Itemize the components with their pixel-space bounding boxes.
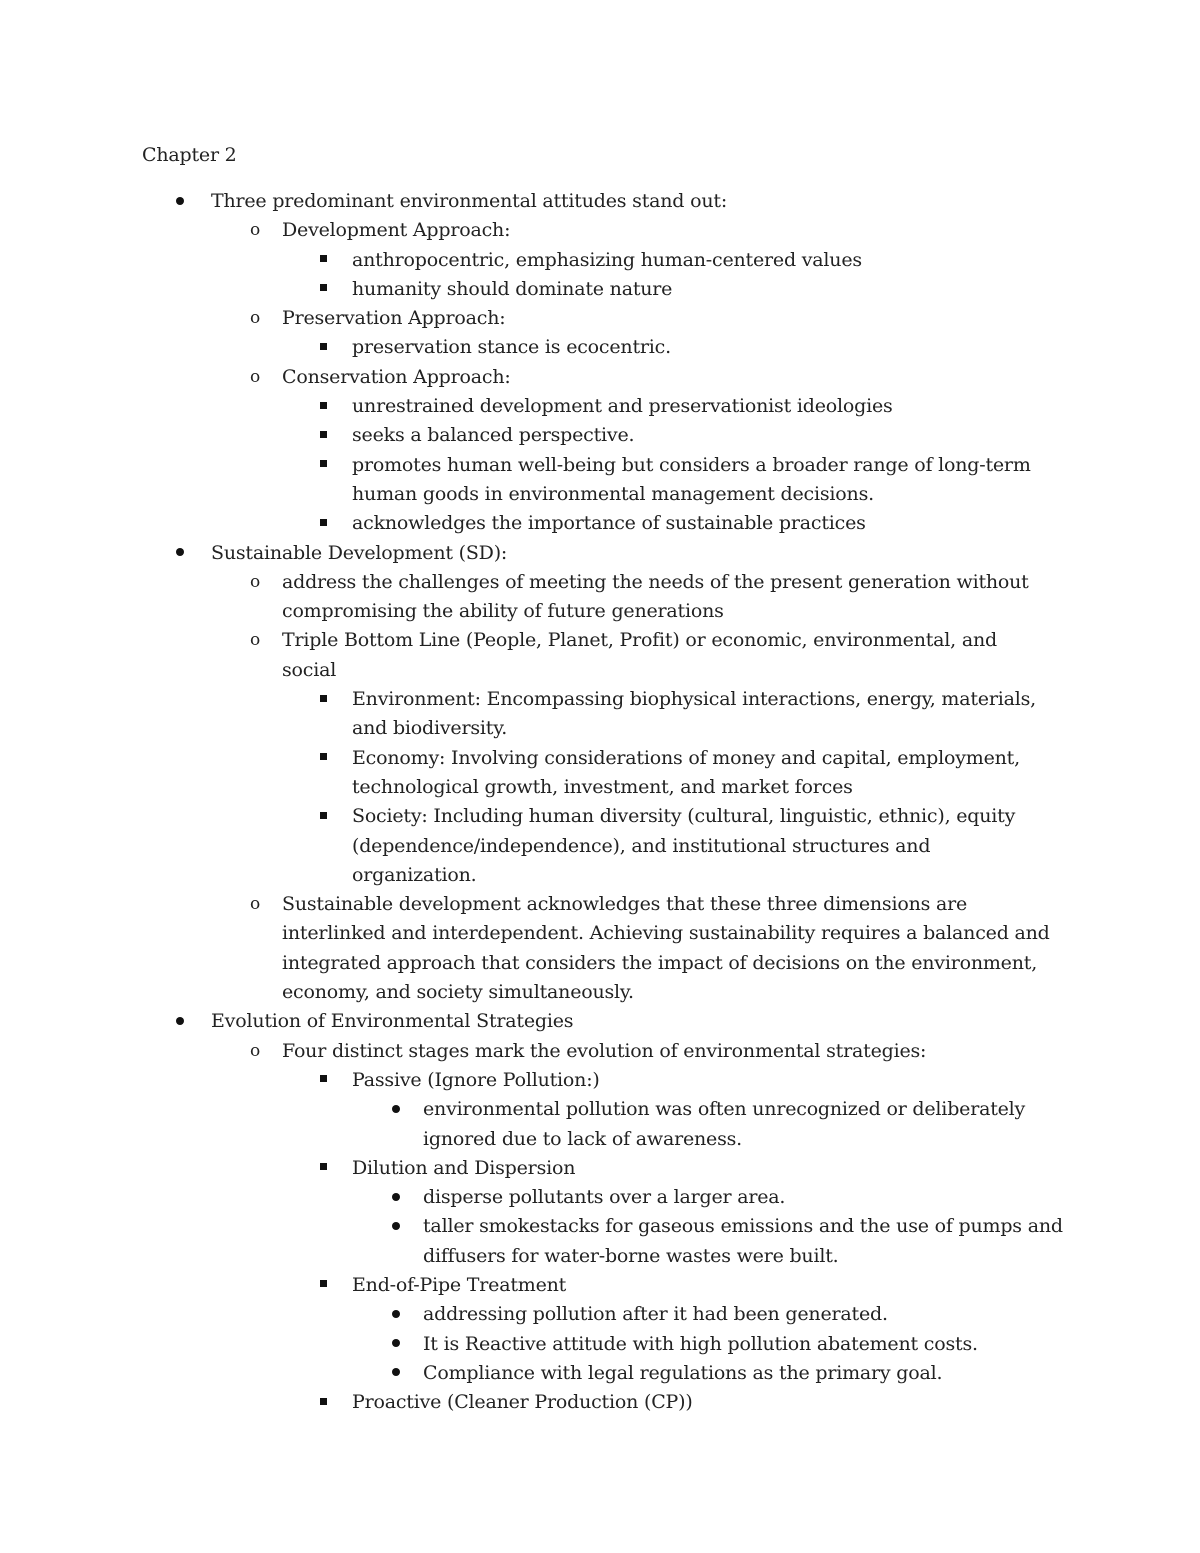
- list-item-level-3: [0, 275, 1200, 304]
- list-item-level-3: [0, 392, 1200, 421]
- round-bullet-icon: [386, 1300, 406, 1329]
- list-item-level-2: [0, 304, 1200, 333]
- list-item-level-3: [0, 421, 1200, 450]
- list-item-level-3: [0, 451, 1200, 510]
- list-item-level-2: [0, 568, 1200, 627]
- circle-o-bullet-icon: o: [249, 220, 261, 241]
- list-item-text: Preservation Approach:: [282, 307, 506, 330]
- list-item-text: addressing pollution after it had been generated.: [423, 1303, 888, 1326]
- list-item-level-2: [0, 1037, 1200, 1066]
- list-item-text: Three predominant environmental attitudes stand out:: [211, 190, 728, 212]
- list-item-text: Proactive (Cleaner Production (CP)): [352, 1391, 693, 1414]
- list-item-text: preservation stance is ecocentric.: [352, 336, 671, 359]
- square-bullet-icon: [313, 802, 333, 831]
- round-bullet-icon: [386, 1330, 406, 1359]
- list-item-level-1: [0, 187, 1200, 216]
- round-bullet-icon: [386, 1183, 406, 1212]
- list-item-level-3: [0, 685, 1200, 744]
- list-item-text: disperse pollutants over a larger area.: [423, 1186, 786, 1209]
- list-item-level-3: [0, 246, 1200, 275]
- list-item-text: Triple Bottom Line (People, Planet, Profit) or economic, environmental, and social: [282, 629, 997, 681]
- circle-o-bullet-icon: o: [249, 308, 261, 329]
- circle-o-bullet-icon: o: [249, 571, 261, 592]
- list-item-text: taller smokestacks for gaseous emissions and the use of pumps and diffusers for water-borne wastes were built.: [423, 1215, 1063, 1267]
- square-bullet-icon: [313, 1271, 333, 1300]
- list-item-level-4: [0, 1183, 1200, 1212]
- list-item-text: Sustainable development acknowledges that these three dimensions are interlinked and interdependent. Achieving sustainability requires a balanced and integrated approach that considers the impact of decisions on the environment, economy, and society simultaneously.: [282, 893, 1050, 1004]
- list-item-text: Economy: Involving considerations of money and capital, employment, technological growth, investment, and market forces: [352, 746, 1020, 798]
- list-item-text: Dilution and Dispersion: [352, 1156, 576, 1179]
- list-item-level-4: [0, 1330, 1200, 1359]
- list-item-text: Evolution of Environmental Strategies: [211, 1010, 574, 1033]
- square-bullet-icon: [313, 1388, 333, 1417]
- list-item-text: Passive (Ignore Pollution:): [352, 1068, 600, 1091]
- list-item-text: Four distinct stages mark the evolution of environmental strategies:: [282, 1039, 927, 1062]
- list-item-level-2: [0, 363, 1200, 392]
- list-item-level-4: [0, 1300, 1200, 1329]
- list-item-level-3: [0, 1066, 1200, 1095]
- circle-o-bullet-icon: o: [249, 1040, 261, 1061]
- square-bullet-icon: [313, 509, 333, 538]
- list-item-text: End-of-Pipe Treatment: [352, 1273, 567, 1296]
- circle-o-bullet-icon: o: [249, 894, 261, 915]
- circle-o-bullet-icon: o: [249, 366, 261, 387]
- round-bullet-icon: [170, 1007, 190, 1036]
- page-title: Chapter 2: [142, 144, 237, 166]
- list-item-text: Environment: Encompassing biophysical interactions, energy, materials, and biodiversity.: [352, 688, 1036, 740]
- list-item-level-1: [0, 539, 1200, 568]
- square-bullet-icon: [313, 275, 333, 304]
- round-bullet-icon: [386, 1212, 406, 1241]
- list-item-text: humanity should dominate nature: [352, 277, 673, 300]
- list-item-level-3: [0, 1154, 1200, 1183]
- list-item-level-1: [0, 1007, 1200, 1036]
- list-item-level-4: [0, 1095, 1200, 1154]
- round-bullet-icon: [386, 1095, 406, 1124]
- list-item-level-4: [0, 1212, 1200, 1271]
- square-bullet-icon: [313, 246, 333, 275]
- list-item-level-3: [0, 1271, 1200, 1300]
- list-item-level-2: [0, 890, 1200, 1007]
- list-item-text: Conservation Approach:: [282, 365, 511, 388]
- square-bullet-icon: [313, 451, 333, 480]
- list-item-text: Society: Including human diversity (cultural, linguistic, ethnic), equity (dependence/independence), and institutional structures and organization.: [352, 805, 1016, 886]
- square-bullet-icon: [313, 1154, 333, 1183]
- list-item-text: promotes human well-being but considers a broader range of long-term human goods in environmental management decisions.: [352, 453, 1031, 505]
- list-item-text: address the challenges of meeting the needs of the present generation without compromising the ability of future generations: [282, 570, 1029, 623]
- square-bullet-icon: [313, 392, 333, 421]
- list-item-text: acknowledges the importance of sustainable practices: [352, 512, 866, 535]
- square-bullet-icon: [313, 333, 333, 362]
- list-item-level-2: [0, 216, 1200, 245]
- list-item-text: Development Approach:: [282, 219, 511, 242]
- list-item-level-3: [0, 1388, 1200, 1417]
- list-item-level-3: [0, 802, 1200, 890]
- list-item-level-2: [0, 626, 1200, 685]
- list-item-text: anthropocentric, emphasizing human-centered values: [352, 248, 862, 271]
- list-item-level-3: [0, 509, 1200, 538]
- square-bullet-icon: [313, 1066, 333, 1095]
- list-item-level-3: [0, 744, 1200, 803]
- list-item-text: Sustainable Development (SD):: [211, 541, 508, 564]
- square-bullet-icon: [313, 421, 333, 450]
- list-item-text: It is Reactive attitude with high pollution abatement costs.: [423, 1332, 978, 1355]
- round-bullet-icon: [170, 539, 190, 568]
- list-item-text: Compliance with legal regulations as the primary goal.: [423, 1361, 943, 1384]
- square-bullet-icon: [313, 685, 333, 714]
- list-item-level-4: [0, 1359, 1200, 1388]
- round-bullet-icon: [386, 1359, 406, 1388]
- list-item-text: unrestrained development and preservationist ideologies: [352, 395, 893, 418]
- list-item-text: seeks a balanced perspective.: [352, 424, 635, 447]
- round-bullet-icon: [170, 187, 190, 216]
- circle-o-bullet-icon: o: [249, 630, 261, 651]
- list-item-text: environmental pollution was often unrecognized or deliberately ignored due to lack of awareness.: [423, 1098, 1026, 1150]
- list-item-level-3: [0, 333, 1200, 362]
- bullet-list: [0, 187, 1200, 1417]
- square-bullet-icon: [313, 744, 333, 773]
